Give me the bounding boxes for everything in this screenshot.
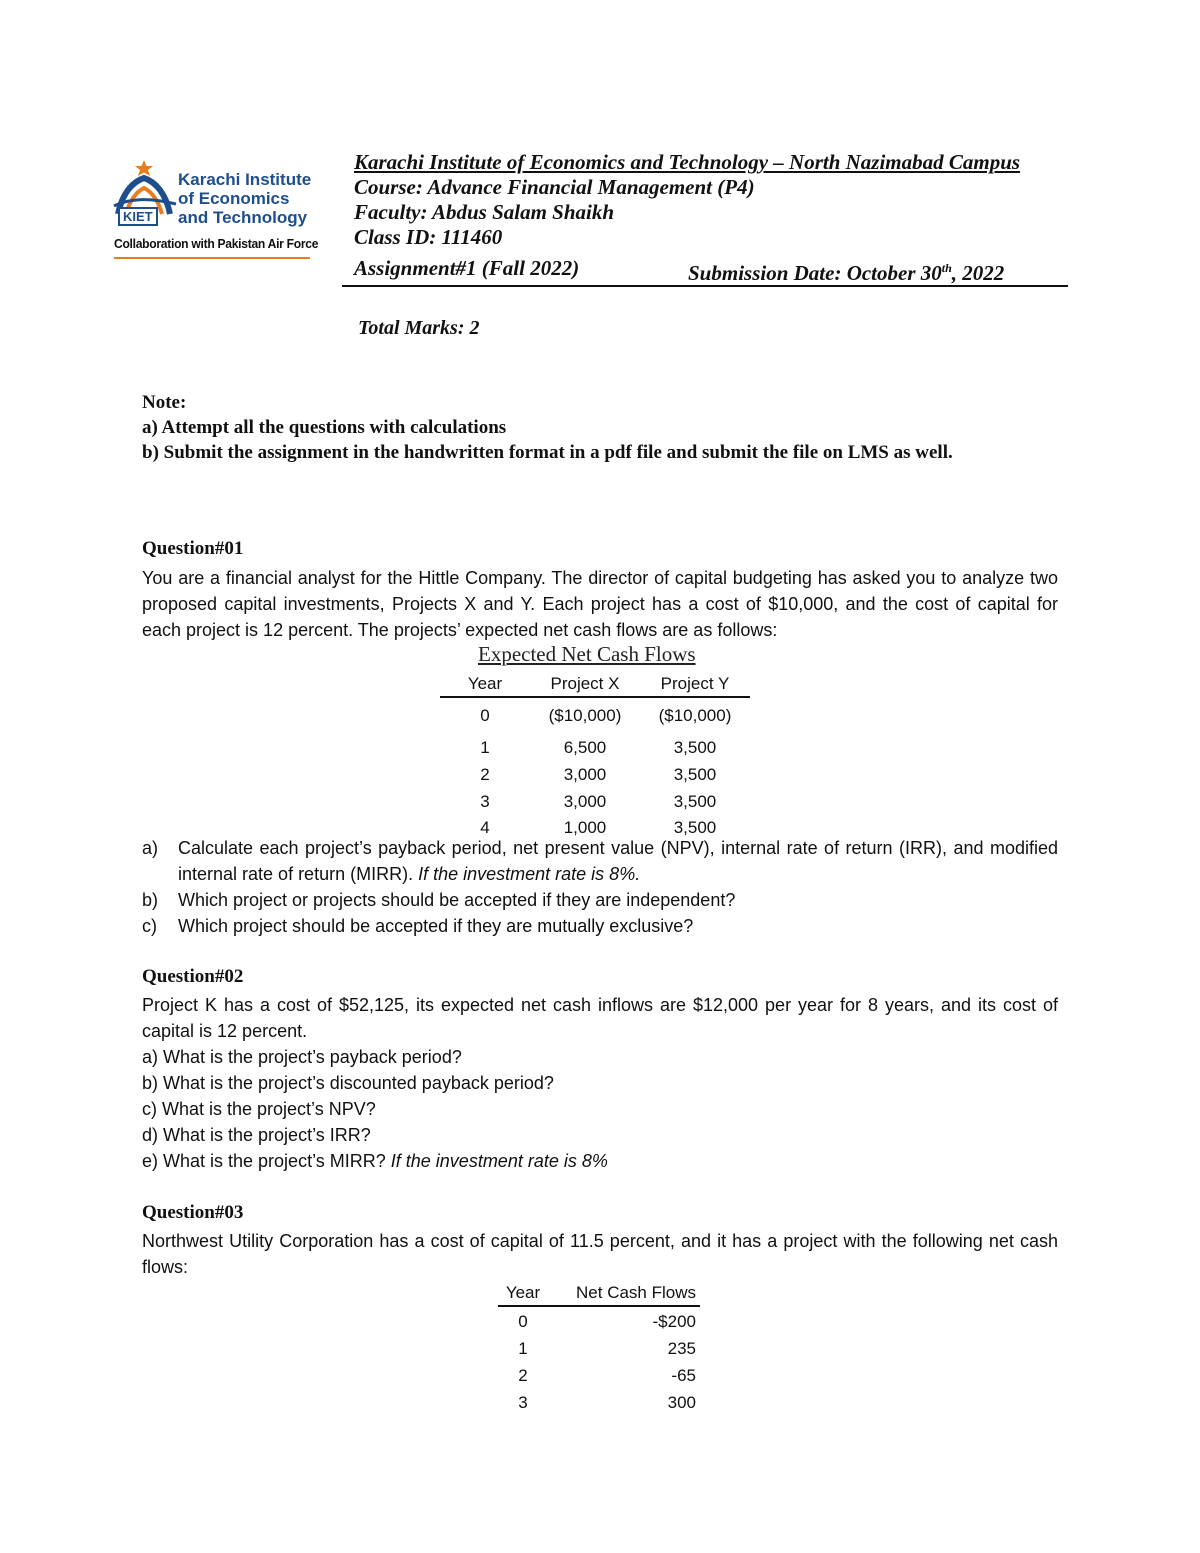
q2-title: Question#02 [142, 966, 244, 987]
q1-year-cell: 4 [480, 817, 490, 837]
q1-part-b-text: Which project or projects should be accepted if they are independent? [178, 890, 736, 910]
assignment-title: Assignment#1 (Fall 2022) [354, 256, 580, 280]
q1-y-cell: 3,500 [673, 817, 717, 837]
q2-part-c: c) What is the project’s NPV? [142, 1099, 376, 1119]
q2-part-e-text: e) What is the project’s MIRR? [142, 1151, 386, 1171]
q1-x-cell: 6,500 [563, 737, 607, 757]
q2-block [142, 992, 1058, 1174]
class-id: Class ID: 111460 [354, 225, 503, 249]
q1-y-cell: ($10,000) [658, 706, 732, 725]
logo-line-2: of Economics [178, 189, 290, 208]
q1-year-cell: 0 [480, 706, 490, 725]
q3-year-cell: 0 [518, 1311, 528, 1331]
logo-tagline: Collaboration with Pakistan Air Force [114, 236, 319, 251]
logo-badge: KIET [118, 207, 158, 226]
q1-part-b [142, 887, 1058, 913]
q1-x-cell: ($10,000) [548, 706, 622, 725]
q1-x-cell: 1,000 [563, 817, 607, 837]
q3-flow-cell: -$200 [652, 1311, 696, 1331]
submission-date-sup: th [941, 261, 952, 275]
note-item-b: b) Submit the assignment in the handwritten format in a pdf file and submit the file on LMS as well. [142, 442, 953, 463]
q1-part-a-label: a) [142, 838, 159, 858]
q3-year-cell: 3 [518, 1392, 528, 1412]
table-row [498, 1389, 700, 1416]
q1-title: Question#01 [142, 538, 244, 559]
q1-y-cell: 3,500 [673, 791, 717, 811]
q3-col-net-cash-flows: Net Cash Flows [576, 1283, 696, 1302]
table-row [440, 788, 750, 815]
submission-date-suffix: , 2022 [951, 261, 1005, 285]
q1-part-c-label: c) [142, 916, 157, 936]
submission-date [688, 256, 1004, 286]
q1-col-year: Year [467, 674, 503, 693]
header-rule [342, 285, 1068, 287]
logo-underline [114, 257, 310, 259]
q3-flow-cell: 235 [667, 1338, 696, 1358]
q1-part-a [142, 835, 1058, 887]
course-name: Course: Advance Financial Management (P4) [354, 175, 755, 199]
table-row [498, 1308, 700, 1335]
q2-part-a: a) What is the project’s payback period? [142, 1047, 462, 1067]
q2-part-e-italic: If the investment rate is 8% [390, 1151, 608, 1171]
table-row [440, 734, 750, 761]
q3-cashflow-table [498, 1281, 700, 1416]
institute-name: Karachi Institute of Economics and Technology – North Nazimabad Campus [354, 150, 1021, 174]
q2-part-d: d) What is the project’s IRR? [142, 1125, 371, 1145]
q3-title: Question#03 [142, 1202, 244, 1223]
q1-table-title: Expected Net Cash Flows [478, 642, 696, 666]
q1-cashflow-table [440, 672, 750, 840]
q1-subquestions [142, 835, 1058, 939]
q1-part-b-label: b) [142, 890, 159, 910]
q1-part-a-text: Calculate each project’s payback period, net present value (NPV), internal rate of return (IRR), and modified internal rate of return (MIRR). [178, 838, 1058, 884]
table-row [440, 761, 750, 788]
q3-intro: Northwest Utility Corporation has a cost of capital of 11.5 percent, and it has a project with the following net cash flows: [142, 1231, 1058, 1277]
note-item-a: a) Attempt all the questions with calculations [142, 417, 507, 438]
q1-part-c-text: Which project should be accepted if they are mutually exclusive? [178, 916, 694, 936]
institute-logo [112, 158, 319, 260]
q3-flow-cell: -65 [671, 1365, 696, 1385]
q1-year-cell: 1 [480, 737, 490, 757]
logo-line-1: Karachi Institute [178, 170, 312, 189]
q1-y-cell: 3,500 [673, 764, 717, 784]
q1-x-cell: 3,000 [563, 764, 607, 784]
q3-col-year: Year [505, 1283, 541, 1302]
q3-year-cell: 2 [518, 1365, 528, 1385]
q3-flow-cell: 300 [667, 1392, 696, 1412]
q2-part-b: b) What is the project’s discounted payback period? [142, 1073, 554, 1093]
q1-part-c [142, 913, 1058, 939]
q1-year-cell: 3 [480, 791, 490, 811]
faculty-name: Faculty: Abdus Salam Shaikh [354, 200, 615, 224]
note-title: Note: [142, 392, 187, 413]
q1-col-project-y: Project Y [660, 674, 730, 693]
q1-y-cell: 3,500 [673, 737, 717, 757]
q1-part-a-italic: If the investment rate is 8%. [418, 864, 641, 884]
table-row [498, 1335, 700, 1362]
submission-date-prefix: Submission Date: October 30 [688, 261, 942, 285]
note-block [142, 390, 1060, 465]
table-row [498, 1362, 700, 1389]
total-marks: Total Marks: 2 [358, 317, 480, 339]
q1-year-cell: 2 [480, 764, 490, 784]
q1-table-header [440, 672, 750, 698]
q1-col-project-x: Project X [550, 674, 620, 693]
q3-year-cell: 1 [518, 1338, 528, 1358]
q2-intro: Project K has a cost of $52,125, its expected net cash inflows are $12,000 per year for 8 years, and its cost of capital is 12 percent. [142, 995, 1058, 1041]
q2-part-e [142, 1148, 1058, 1174]
q3-table-header [498, 1281, 700, 1307]
q1-x-cell: 3,000 [563, 791, 607, 811]
q1-intro: You are a financial analyst for the Hittle Company. The director of capital budgeting has asked you to analyze two proposed capital investments, Projects X and Y. Each project has a cost of $10,000, and the cost of capital for each project is 12 percent. The projects’ expected net cash flows are as follows: [142, 568, 1058, 640]
logo-line-3: and Technology [178, 208, 308, 227]
table-row [440, 701, 750, 731]
